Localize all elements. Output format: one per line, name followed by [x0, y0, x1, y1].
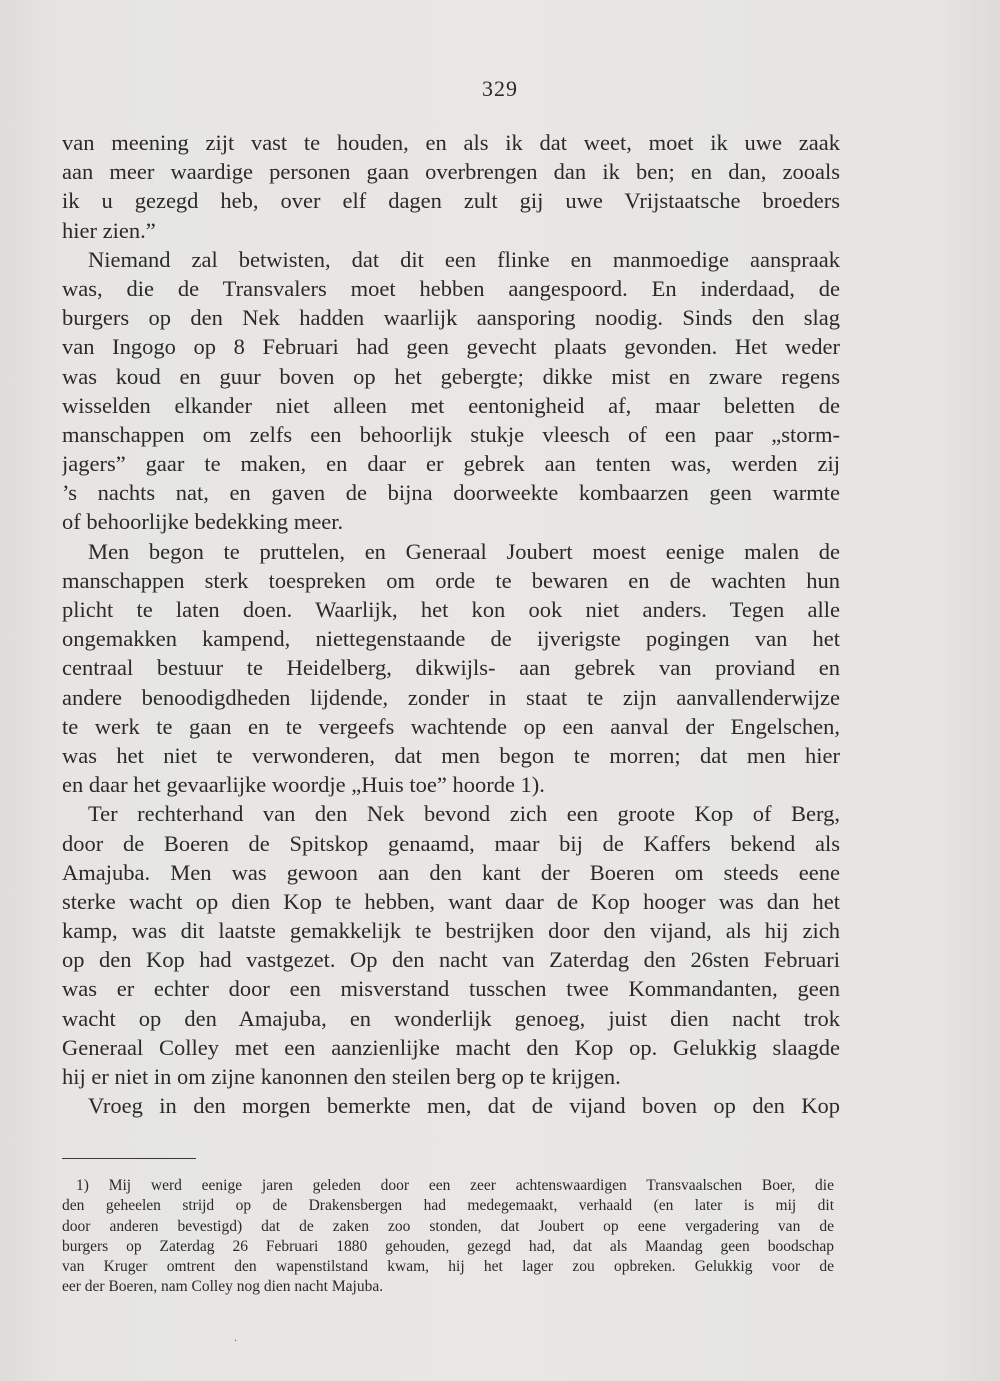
text-line: kamp, was dit laatste gemakkelijk te bestrijken door den vijand, als hij zich [62, 918, 840, 944]
text-line: Amajuba. Men was gewoon aan den kant der Boeren om steeds eene [62, 859, 840, 885]
footnote-line: burgers op Zaterdag 26 Februari 1880 gehouden, gezegd had, dat als Maandag geen boodschap [62, 1237, 834, 1255]
text-line: of behoorlijke bedekking meer. [62, 509, 344, 535]
text-line: burgers op den Nek hadden waarlijk aansporing noodig. Sinds den slag [62, 305, 840, 331]
footnote-divider [62, 1158, 196, 1159]
text-line: Ter rechterhand van den Nek bevond zich een groote Kop of Berg, [88, 801, 840, 827]
footnote-line: den geheelen strijd op de Drakensbergen had medegemaakt, verhaald (en later is mij dit [62, 1197, 834, 1215]
text-line: ongemakken kampend, niettegenstaande de ijverigste pogingen van het [62, 626, 840, 652]
body-text [62, 128, 840, 1120]
footnote-line: eer der Boeren, nam Colley nog dien nacht Majuba. [62, 1278, 384, 1296]
text-line: jagers” gaar te maken, en daar er gebrek aan tenten was, werden zij [62, 451, 840, 477]
text-line: ’s nachts nat, en gaven de bijna doorweekte kombaarzen geen warmte [62, 480, 840, 506]
text-line: manschappen om zelfs een behoorlijk stukje vleesch of een paar „storm- [62, 421, 840, 447]
text-line: centraal bestuur te Heidelberg, dikwijls- aan gebrek van proviand en [62, 655, 840, 681]
text-line: wacht op den Amajuba, en wonderlijk genoeg, juist dien nacht trok [62, 1005, 840, 1031]
text-line: hij er niet in om zijne kanonnen den steilen berg op te krijgen. [62, 1064, 621, 1089]
text-line: van Ingogo op 8 Februari had geen gevecht plaats gevonden. Het weder [62, 334, 840, 360]
text-line: Men begon te pruttelen, en Generaal Joubert moest eenige malen de [88, 538, 840, 564]
text-line: wisselden elkander niet alleen met eentonigheid af, maar beletten de [62, 392, 840, 418]
text-line: op den Kop had vastgezet. Op den nacht van Zaterdag den 26sten Februari [62, 947, 840, 973]
text-line: en daar het gevaarlijke woordje „Huis toe” hoorde 1). [62, 772, 545, 798]
footnotes [62, 1176, 834, 1298]
bottom-mark: . [234, 1330, 237, 1344]
text-line: manschappen sterk toespreken om orde te bewaren en de wachten hun [62, 567, 840, 593]
page-number: 329 [482, 76, 518, 101]
text-line: van meening zijt vast te houden, en als ik dat weet, moet ik uwe zaak [62, 130, 840, 155]
text-line: sterke wacht op dien Kop te hebben, want daar de Kop hooger was dan het [62, 888, 840, 914]
text-line: hier zien.” [62, 217, 156, 243]
text-line: ik u gezegd heb, over elf dagen zult gij uwe Vrijstaatsche broeders [62, 188, 840, 214]
footnote-line: door anderen bevestigd) dat de zaken zoo stonden, dat Joubert op eene vergadering van de [62, 1217, 834, 1235]
text-line: andere benoodigdheden lijdende, zonder in staat te zijn aanvallenderwijze [62, 684, 840, 710]
text-line: aan meer waardige personen gaan overbrengen dan ik ben; en dan, zooals [62, 159, 840, 185]
text-line: te werk te gaan en te vergeefs wachtende op een aanval der Engelschen, [62, 713, 840, 739]
text-line: was er echter door een misverstand tusschen twee Kommandanten, geen [62, 976, 840, 1002]
text-line: plicht te laten doen. Waarlijk, het kon ook niet anders. Tegen alle [62, 597, 840, 622]
footnote-line: van Kruger omtrent den wapenstilstand kwam, hij het lager zou opbreken. Gelukkig voor de [62, 1258, 834, 1276]
text-line: was, die de Transvalers moet hebben aangespoord. En inderdaad, de [62, 275, 840, 301]
text-line: was het niet te verwonderen, dat men begon te morren; dat men hier [62, 742, 840, 768]
footnote-line: 1) Mij werd eenige jaren geleden door een zeer achtenswaardigen Transvaalschen Boer, die [76, 1177, 834, 1194]
text-line: was koud en guur boven op het gebergte; dikke mist en zware regens [62, 363, 840, 389]
text-line: Niemand zal betwisten, dat dit een flinke en manmoedige aanspraak [88, 246, 840, 272]
text-line: door de Boeren de Spitskop genaamd, maar bij de Kaffers bekend als [62, 830, 840, 856]
text-line: Generaal Colley met een aanzienlijke macht den Kop op. Gelukkig slaagde [62, 1034, 840, 1060]
text-line: Vroeg in den morgen bemerkte men, dat de vijand boven op den Kop [88, 1093, 840, 1119]
